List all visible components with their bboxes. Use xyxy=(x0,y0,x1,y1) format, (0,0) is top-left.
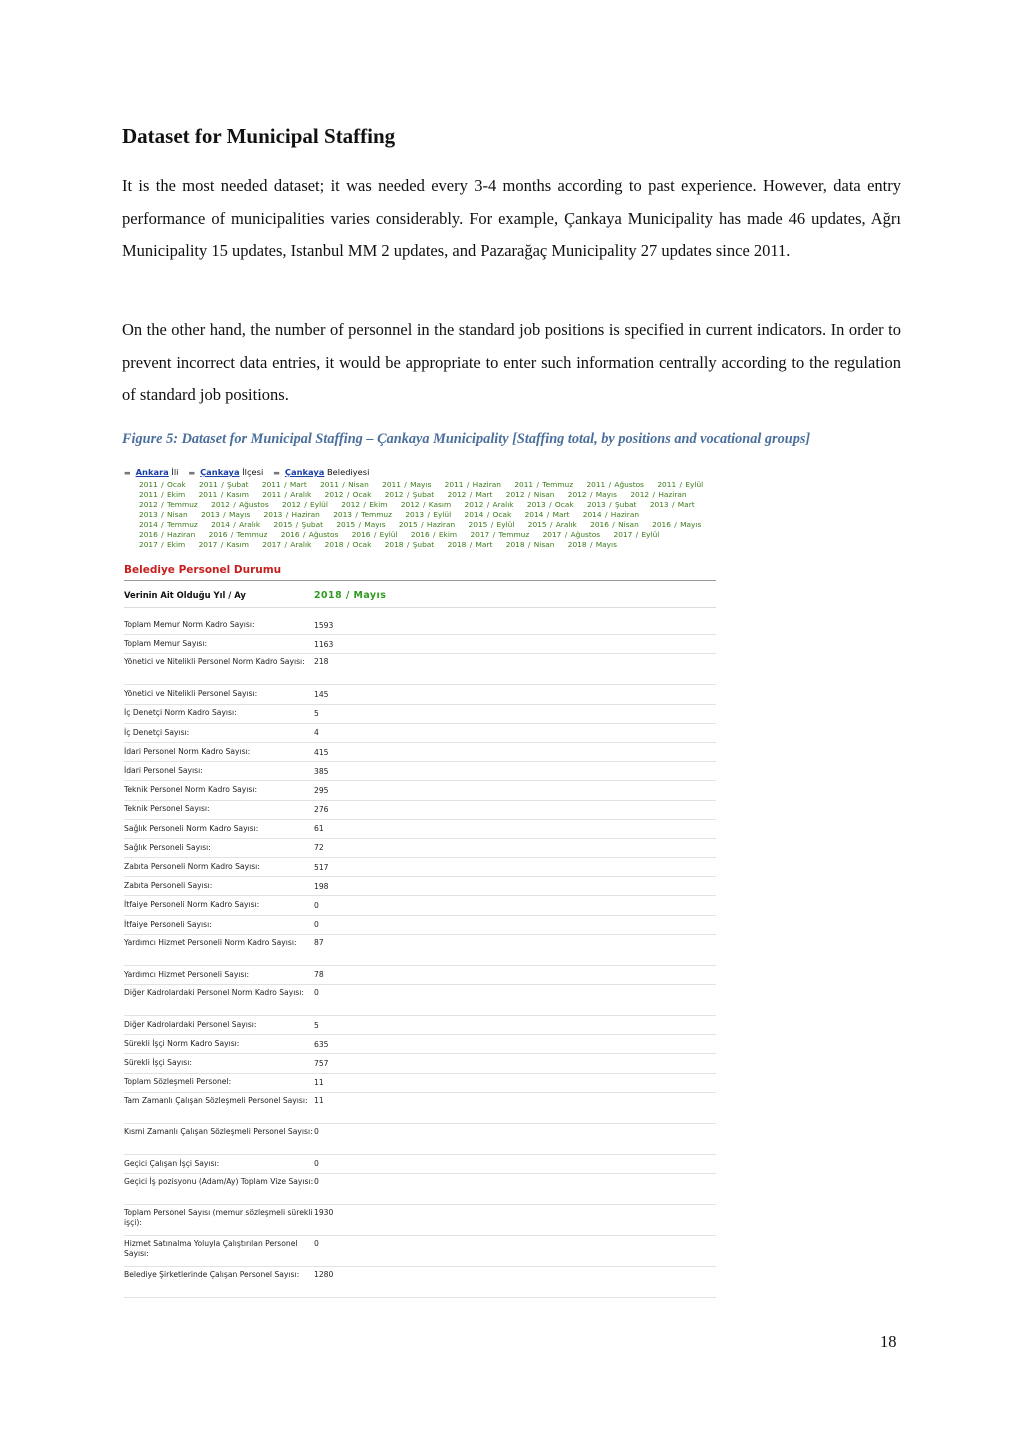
table-row xyxy=(124,762,716,781)
period-label: Verinin Ait Olduğu Yıl / Ay xyxy=(124,590,246,600)
row-label: Sürekli İşçi Sayısı: xyxy=(124,1058,192,1068)
date-link[interactable]: 2018 / Ocak xyxy=(324,540,372,549)
date-link[interactable]: 2014 / Ocak xyxy=(464,510,512,519)
paragraph-2: On the other hand, the number of personnel in the standard job positions is specified in current indicators. In order to prevent incorrect data entries, it would be appropriate to enter such information centrally according to the regulation of standard job positions. xyxy=(122,320,901,404)
row-label: Geçici Çalışan İşçi Sayısı: xyxy=(124,1158,220,1168)
table-row xyxy=(124,1054,716,1073)
date-link[interactable]: 2011 / Mayıs xyxy=(382,480,432,489)
table-row xyxy=(124,1016,716,1035)
date-link[interactable]: 2012 / Şubat xyxy=(384,490,435,499)
row-value: 5 xyxy=(314,709,319,719)
date-link[interactable]: 2017 / Ağustos xyxy=(542,530,601,539)
embedded-screenshot xyxy=(124,466,716,1298)
date-link[interactable]: 2011 / Şubat xyxy=(199,480,249,489)
date-link[interactable]: 2011 / Kasım xyxy=(198,490,249,499)
row-label: Sağlık Personeli Norm Kadro Sayısı: xyxy=(124,823,259,833)
row-value: 0 xyxy=(314,901,319,911)
date-link[interactable]: 2018 / Nisan xyxy=(505,540,555,549)
table-row xyxy=(124,966,716,985)
date-link[interactable]: 2016 / Haziran xyxy=(139,530,196,539)
row-value: 0 xyxy=(314,920,319,930)
row-value: 0 xyxy=(314,988,319,997)
date-link[interactable]: 2014 / Haziran xyxy=(582,510,640,519)
row-value: 757 xyxy=(314,1058,329,1068)
row-value: 1163 xyxy=(314,639,334,649)
period-value: 2018 / Mayıs xyxy=(314,589,387,601)
date-link[interactable]: 2011 / Ağustos xyxy=(586,480,644,489)
date-link[interactable]: 2013 / Nisan xyxy=(139,510,188,519)
date-link[interactable]: 2017 / Temmuz xyxy=(470,530,530,539)
date-link[interactable]: 2011 / Eylül xyxy=(657,480,704,489)
row-label: İdari Personel Norm Kadro Sayısı: xyxy=(124,746,251,756)
row-value: 415 xyxy=(314,747,329,757)
date-link[interactable]: 2013 / Temmuz xyxy=(333,510,392,519)
date-link[interactable]: 2018 / Mart xyxy=(447,540,493,549)
table-row xyxy=(124,781,716,800)
date-link[interactable]: 2011 / Ekim xyxy=(139,490,186,499)
row-label: Diğer Kadrolardaki Personel Sayısı: xyxy=(124,1019,257,1029)
date-link[interactable]: 2015 / Mayıs xyxy=(336,520,386,529)
page-number: 18 xyxy=(880,1332,897,1351)
row-value: 145 xyxy=(314,689,329,699)
row-label: Yönetici ve Nitelikli Personel Norm Kadro Sayısı: xyxy=(124,657,305,667)
date-link[interactable]: 2011 / Aralık xyxy=(262,490,312,499)
row-label: Zabıta Personeli Sayısı: xyxy=(124,881,213,891)
date-link[interactable]: 2017 / Kasım xyxy=(198,540,249,549)
row-label: Yönetici ve Nitelikli Personel Sayısı: xyxy=(124,689,258,699)
row-value: 635 xyxy=(314,1039,329,1049)
table-row xyxy=(124,705,716,724)
breadcrumb-suffix: Belediyesi xyxy=(326,467,370,477)
date-link[interactable]: 2016 / Temmuz xyxy=(208,530,268,539)
date-link[interactable]: 2016 / Ekim xyxy=(410,530,458,539)
date-link[interactable]: 2012 / Eylül xyxy=(282,500,328,509)
date-link[interactable]: 2013 / Eylül xyxy=(405,510,452,519)
row-label: Teknik Personel Norm Kadro Sayısı: xyxy=(124,785,258,795)
date-link[interactable]: 2015 / Aralık xyxy=(527,520,577,529)
date-link[interactable]: 2014 / Mart xyxy=(524,510,570,519)
row-label: Hizmet Satınalma Yoluyla Çalıştırılan Personel Sayısı: xyxy=(124,1238,298,1259)
row-value: 11 xyxy=(314,1095,324,1105)
date-link[interactable]: 2012 / Mart xyxy=(447,490,493,499)
date-link[interactable]: 2013 / Mayıs xyxy=(201,510,251,519)
row-value: 4 xyxy=(314,728,319,738)
table-row xyxy=(124,1236,716,1267)
table-row xyxy=(124,1035,716,1054)
row-label: Tam Zamanlı Çalışan Sözleşmeli Personel Sayısı: xyxy=(124,1095,308,1105)
row-value: 61 xyxy=(314,824,324,834)
date-link[interactable]: 2013 / Ocak xyxy=(526,500,574,509)
table-row xyxy=(124,1174,716,1205)
date-link[interactable]: 2013 / Mart xyxy=(649,500,695,509)
table-row xyxy=(124,635,716,654)
row-label: Sağlık Personeli Sayısı: xyxy=(124,842,211,852)
table-row xyxy=(124,1267,716,1298)
row-label: İdari Personel Sayısı: xyxy=(124,766,203,776)
date-link[interactable]: 2017 / Aralık xyxy=(262,540,312,549)
row-label: Zabıta Personeli Norm Kadro Sayısı: xyxy=(124,861,260,871)
date-link[interactable]: 2015 / Eylül xyxy=(468,520,515,529)
table-row xyxy=(124,858,716,877)
row-value: 1280 xyxy=(314,1269,334,1279)
date-link[interactable]: 2017 / Eylül xyxy=(613,530,660,539)
breadcrumb xyxy=(124,466,716,478)
table-row xyxy=(124,916,716,935)
period-header xyxy=(124,583,716,608)
row-value: 1593 xyxy=(314,620,334,630)
date-link[interactable]: 2011 / Nisan xyxy=(320,480,369,489)
table-row xyxy=(124,685,716,704)
date-link[interactable]: 2012 / Temmuz xyxy=(139,500,198,509)
row-label: Sürekli İşçi Norm Kadro Sayısı: xyxy=(124,1039,240,1049)
breadcrumb-link-district[interactable]: Çankaya xyxy=(200,467,240,477)
date-link[interactable]: 2018 / Şubat xyxy=(384,540,435,549)
row-value: 5 xyxy=(314,1020,319,1030)
row-value: 295 xyxy=(314,785,329,795)
date-link[interactable]: 2011 / Temmuz xyxy=(514,480,574,489)
date-link[interactable]: 2011 / Ocak xyxy=(139,480,186,489)
date-link-list xyxy=(139,480,716,550)
row-label: Kısmi Zamanlı Çalışan Sözleşmeli Personel Sayısı: xyxy=(124,1126,313,1136)
table-row xyxy=(124,1155,716,1174)
breadcrumb-suffix: İlçesi xyxy=(242,467,264,477)
row-label: Diğer Kadrolardaki Personel Norm Kadro Sayısı: xyxy=(124,988,304,997)
paragraph-1: It is the most needed dataset; it was needed every 3-4 months according to past experience. However, data entry performance of municipalities varies considerably. For example, Çankaya Municipality has made 46 updates, Ağrı Municipality 15 updates, Istanbul MM 2 updates, and Pazarağaç Municipality 27 updates since 2011. xyxy=(122,176,901,260)
row-value: 385 xyxy=(314,766,329,776)
table-row xyxy=(124,877,716,896)
table-row xyxy=(124,654,716,685)
breadcrumb-suffix: İli xyxy=(171,467,179,477)
table-row xyxy=(124,1093,716,1124)
figure-caption: Figure 5: Dataset for Municipal Staffing – Çankaya Municipality [Staffing total, by positions and vocational groups] xyxy=(122,431,811,447)
row-value: 0 xyxy=(314,1159,319,1169)
row-value: 218 xyxy=(314,657,329,667)
row-label: İç Denetçi Norm Kadro Sayısı: xyxy=(124,708,237,718)
row-label: İtfaiye Personeli Norm Kadro Sayısı: xyxy=(124,900,260,910)
row-value: 0 xyxy=(314,1238,319,1248)
table-row xyxy=(124,801,716,820)
row-value: 78 xyxy=(314,970,324,980)
date-link[interactable]: 2011 / Haziran xyxy=(444,480,501,489)
table-row xyxy=(124,935,716,966)
date-link[interactable]: 2012 / Haziran xyxy=(630,490,687,499)
row-label: Toplam Sözleşmeli Personel: xyxy=(124,1077,232,1087)
row-label: Geçici İş pozisyonu (Adam/Ay) Toplam Vize Sayısı: xyxy=(124,1176,314,1186)
date-link[interactable]: 2012 / Ocak xyxy=(324,490,372,499)
table-row xyxy=(124,1205,716,1236)
date-link[interactable]: 2016 / Eylül xyxy=(351,530,398,539)
date-link[interactable]: 2016 / Ağustos xyxy=(280,530,339,539)
row-value: 1930 xyxy=(314,1207,334,1217)
table-row xyxy=(124,1074,716,1093)
date-link[interactable]: 2012 / Nisan xyxy=(505,490,555,499)
row-label: Belediye Şirketlerinde Çalışan Personel Sayısı: xyxy=(124,1269,300,1279)
row-value: 0 xyxy=(314,1176,319,1186)
date-link[interactable]: 2011 / Mart xyxy=(261,480,307,489)
date-link[interactable]: 2017 / Ekim xyxy=(139,540,186,549)
row-label: Teknik Personel Sayısı: xyxy=(124,804,210,814)
staff-table xyxy=(124,616,716,1298)
date-link[interactable]: 2016 / Nisan xyxy=(590,520,639,529)
row-label: Toplam Personel Sayısı (memur sözleşmeli sürekli işçi): xyxy=(124,1207,313,1228)
row-value: 276 xyxy=(314,805,329,815)
row-value: 198 xyxy=(314,881,329,891)
table-row xyxy=(124,616,716,635)
date-link[interactable]: 2013 / Şubat xyxy=(586,500,637,509)
section-heading: Dataset for Municipal Staffing xyxy=(122,124,396,148)
date-link[interactable]: 2012 / Ekim xyxy=(341,500,388,509)
breadcrumb-link-municipality[interactable]: Çankaya xyxy=(284,467,325,477)
row-value: 87 xyxy=(314,937,324,947)
date-link[interactable]: 2012 / Aralık xyxy=(464,500,514,509)
table-row xyxy=(124,839,716,858)
row-value: 0 xyxy=(314,1126,319,1136)
date-link[interactable]: 2014 / Aralık xyxy=(211,520,261,529)
row-value: 72 xyxy=(314,843,324,853)
date-link[interactable]: 2015 / Şubat xyxy=(273,520,323,529)
breadcrumb-link-province[interactable]: Ankara xyxy=(135,467,169,477)
row-label: Toplam Memur Sayısı: xyxy=(124,639,208,649)
table-row xyxy=(124,743,716,762)
row-label: Yardımcı Hizmet Personeli Sayısı: xyxy=(124,969,250,979)
date-link[interactable]: 2013 / Haziran xyxy=(263,510,320,519)
row-label: İç Denetçi Sayısı: xyxy=(124,727,190,737)
date-link[interactable]: 2016 / Mayıs xyxy=(652,520,702,529)
date-link[interactable]: 2012 / Kasım xyxy=(400,500,452,509)
row-label: Yardımcı Hizmet Personeli Norm Kadro Sayısı: xyxy=(124,937,297,947)
date-link[interactable]: 2018 / Mayıs xyxy=(567,540,617,549)
bullet-icon: ▬ xyxy=(188,469,196,477)
date-link[interactable]: 2015 / Haziran xyxy=(398,520,456,529)
table-row xyxy=(124,896,716,915)
table-row xyxy=(124,1124,716,1155)
table-row xyxy=(124,724,716,743)
date-link[interactable]: 2012 / Mayıs xyxy=(567,490,617,499)
row-value: 11 xyxy=(314,1078,324,1088)
row-value: 517 xyxy=(314,862,329,872)
bullet-icon: ▬ xyxy=(124,469,131,477)
table-row xyxy=(124,985,716,1016)
section-title: Belediye Personel Durumu xyxy=(124,564,716,581)
table-row xyxy=(124,820,716,839)
row-label: İtfaiye Personeli Sayısı: xyxy=(124,919,212,929)
date-link[interactable]: 2014 / Temmuz xyxy=(139,520,198,529)
date-link[interactable]: 2012 / Ağustos xyxy=(211,500,269,509)
bullet-icon: ▬ xyxy=(273,469,280,477)
row-label: Toplam Memur Norm Kadro Sayısı: xyxy=(124,619,255,629)
